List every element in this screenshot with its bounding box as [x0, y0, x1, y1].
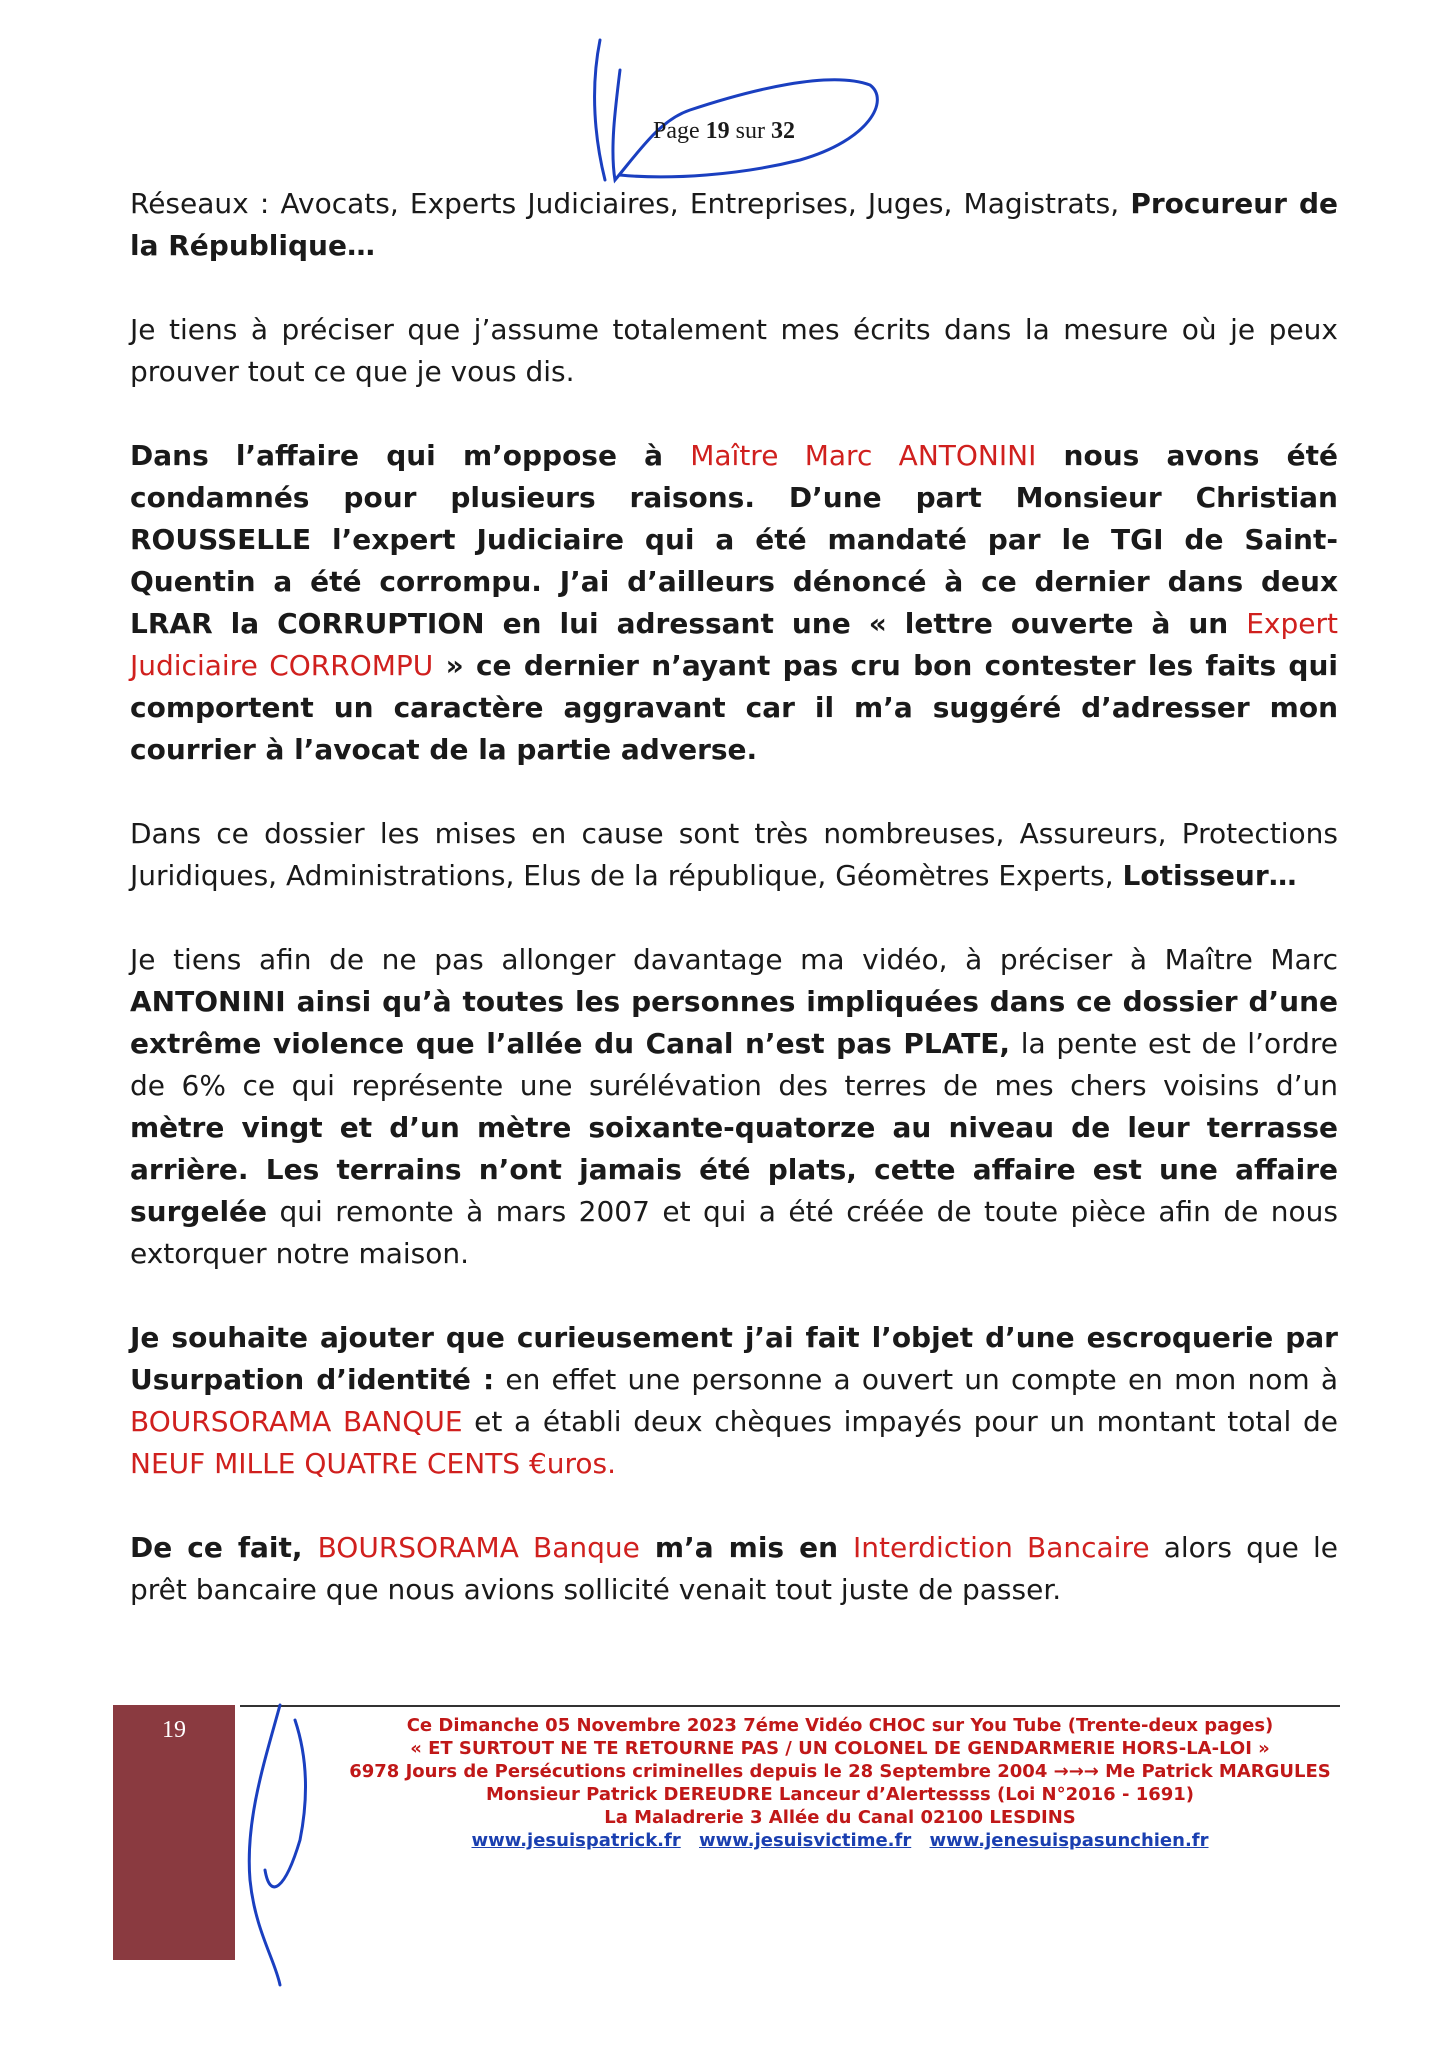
- paragraph-text: nous avons été condamnés pour plusieurs raisons. D’une part Monsieur Christian ROUSSELLE l’expert Judiciaire qui a été mandaté par le TGI de Saint-Quentin a été corrompu. J’ai d’ailleurs dénoncé à ce dernier dans deux LRAR la CORRUPTION en lui adressant une « lettre ouverte à un: [130, 439, 1338, 640]
- paragraph-text: Je tiens à préciser que j’assume totalement mes écrits dans la mesure où je peux prouver tout ce que je vous dis.: [130, 313, 1338, 388]
- paragraph-text: Procureur de la République…: [130, 187, 1338, 262]
- paragraph-text: Réseaux : Avocats, Experts Judiciaires, Entreprises, Juges, Magistrats,: [130, 187, 1131, 220]
- paragraph-p6: [130, 1317, 1338, 1485]
- paragraph-text: ANTONINI ainsi qu’à toutes les personnes impliquées dans ce dossier d’une extrême violence que l’allée du Canal n’est pas PLATE,: [130, 985, 1338, 1060]
- signature-bottom-image: [225, 1700, 335, 1990]
- footer-line-2: « ET SURTOUT NE TE RETOURNE PAS / UN COLONEL DE GENDARMERIE HORS-LA-LOI »: [410, 1738, 1270, 1759]
- paragraph-text: alors que le prêt bancaire que nous avions sollicité venait tout juste de passer.: [130, 1531, 1338, 1606]
- page-number: 19: [705, 118, 730, 144]
- paragraph-text: la pente est de l’ordre de 6% ce qui représente une surélévation des terres de mes chers voisins d’un: [130, 1027, 1338, 1102]
- footer: [340, 1714, 1340, 1852]
- signature-top-image: [560, 30, 900, 190]
- page-sep: sur: [735, 118, 765, 144]
- paragraph-text: Dans ce dossier les mises en cause sont très nombreuses, Assureurs, Protections Juridiques, Administrations, Elus de la république, Géomètres Experts,: [130, 817, 1338, 892]
- page-number-box: [113, 1705, 235, 1960]
- link-jenesuispasunchien[interactable]: www.jenesuispasunchien.fr: [929, 1830, 1209, 1851]
- paragraph-text: m’a mis en: [639, 1531, 854, 1564]
- page-header: [0, 118, 1448, 145]
- highlight-text: Interdiction Bancaire: [853, 1531, 1150, 1564]
- paragraph-text: en effet une personne a ouvert un compte en mon nom à: [494, 1363, 1338, 1396]
- page-prefix: Page: [653, 118, 700, 144]
- paragraph-text: mètre vingt et d’un mètre soixante-quatorze au niveau de leur terrasse arrière. Les terrains n’ont jamais été plats, cette affaire est une affaire surgelée: [130, 1111, 1338, 1228]
- link-jesuisvictime[interactable]: www.jesuisvictime.fr: [699, 1830, 912, 1851]
- footer-links: [340, 1829, 1340, 1852]
- paragraph-p5: [130, 939, 1338, 1275]
- document-body: [130, 183, 1338, 1653]
- highlight-text: BOURSORAMA Banque: [317, 1531, 640, 1564]
- highlight-text: NEUF MILLE QUATRE CENTS €uros.: [130, 1447, 617, 1480]
- paragraph-text: » ce dernier n’ayant pas cru bon contester les faits qui comportent un caractère aggravant car il m’a suggéré d’adresser mon courrier à l’avocat de la partie adverse.: [130, 649, 1338, 766]
- paragraph-text: Lotisseur…: [1122, 859, 1297, 892]
- paragraph-p7: [130, 1527, 1338, 1611]
- paragraph-text: Je souhaite ajouter que curieusement j’ai fait l’objet d’une escroquerie par Usurpation d’identité :: [130, 1321, 1338, 1396]
- highlight-text: BOURSORAMA BANQUE: [130, 1405, 463, 1438]
- paragraph-p3: [130, 435, 1338, 771]
- footer-line-5: La Maladrerie 3 Allée du Canal 02100 LESDINS: [604, 1807, 1076, 1828]
- footer-line-4: Monsieur Patrick DEREUDRE Lanceur d’Alertessss (Loi N°2016 - 1691): [485, 1784, 1195, 1805]
- paragraph-p2: [130, 309, 1338, 393]
- paragraph-text: et a établi deux chèques impayés pour un montant total de: [462, 1405, 1338, 1438]
- page-total: 32: [771, 118, 795, 144]
- highlight-text: Maître Marc ANTONINI: [690, 439, 1037, 472]
- paragraph-text: Je tiens afin de ne pas allonger davantage ma vidéo, à préciser à Maître Marc: [130, 943, 1338, 976]
- paragraph-text: qui remonte à mars 2007 et qui a été créée de toute pièce afin de nous extorquer notre maison.: [130, 1195, 1338, 1270]
- paragraph-p1: [130, 183, 1338, 267]
- paragraph-text: Dans l’affaire qui m’oppose à: [130, 439, 691, 472]
- paragraph-text: De ce fait,: [130, 1531, 318, 1564]
- footer-divider: [240, 1705, 1340, 1707]
- highlight-text: Expert Judiciaire CORROMPU: [130, 607, 1338, 682]
- link-jesuispatrick[interactable]: www.jesuispatrick.fr: [471, 1830, 681, 1851]
- page-box-number: 19: [162, 1717, 186, 1743]
- paragraph-p4: [130, 813, 1338, 897]
- footer-line-3: 6978 Jours de Persécutions criminelles depuis le 28 Septembre 2004 →→→ Me Patrick MARGULES: [349, 1761, 1331, 1782]
- footer-line-1: Ce Dimanche 05 Novembre 2023 7éme Vidéo CHOC sur You Tube (Trente-deux pages): [406, 1715, 1274, 1736]
